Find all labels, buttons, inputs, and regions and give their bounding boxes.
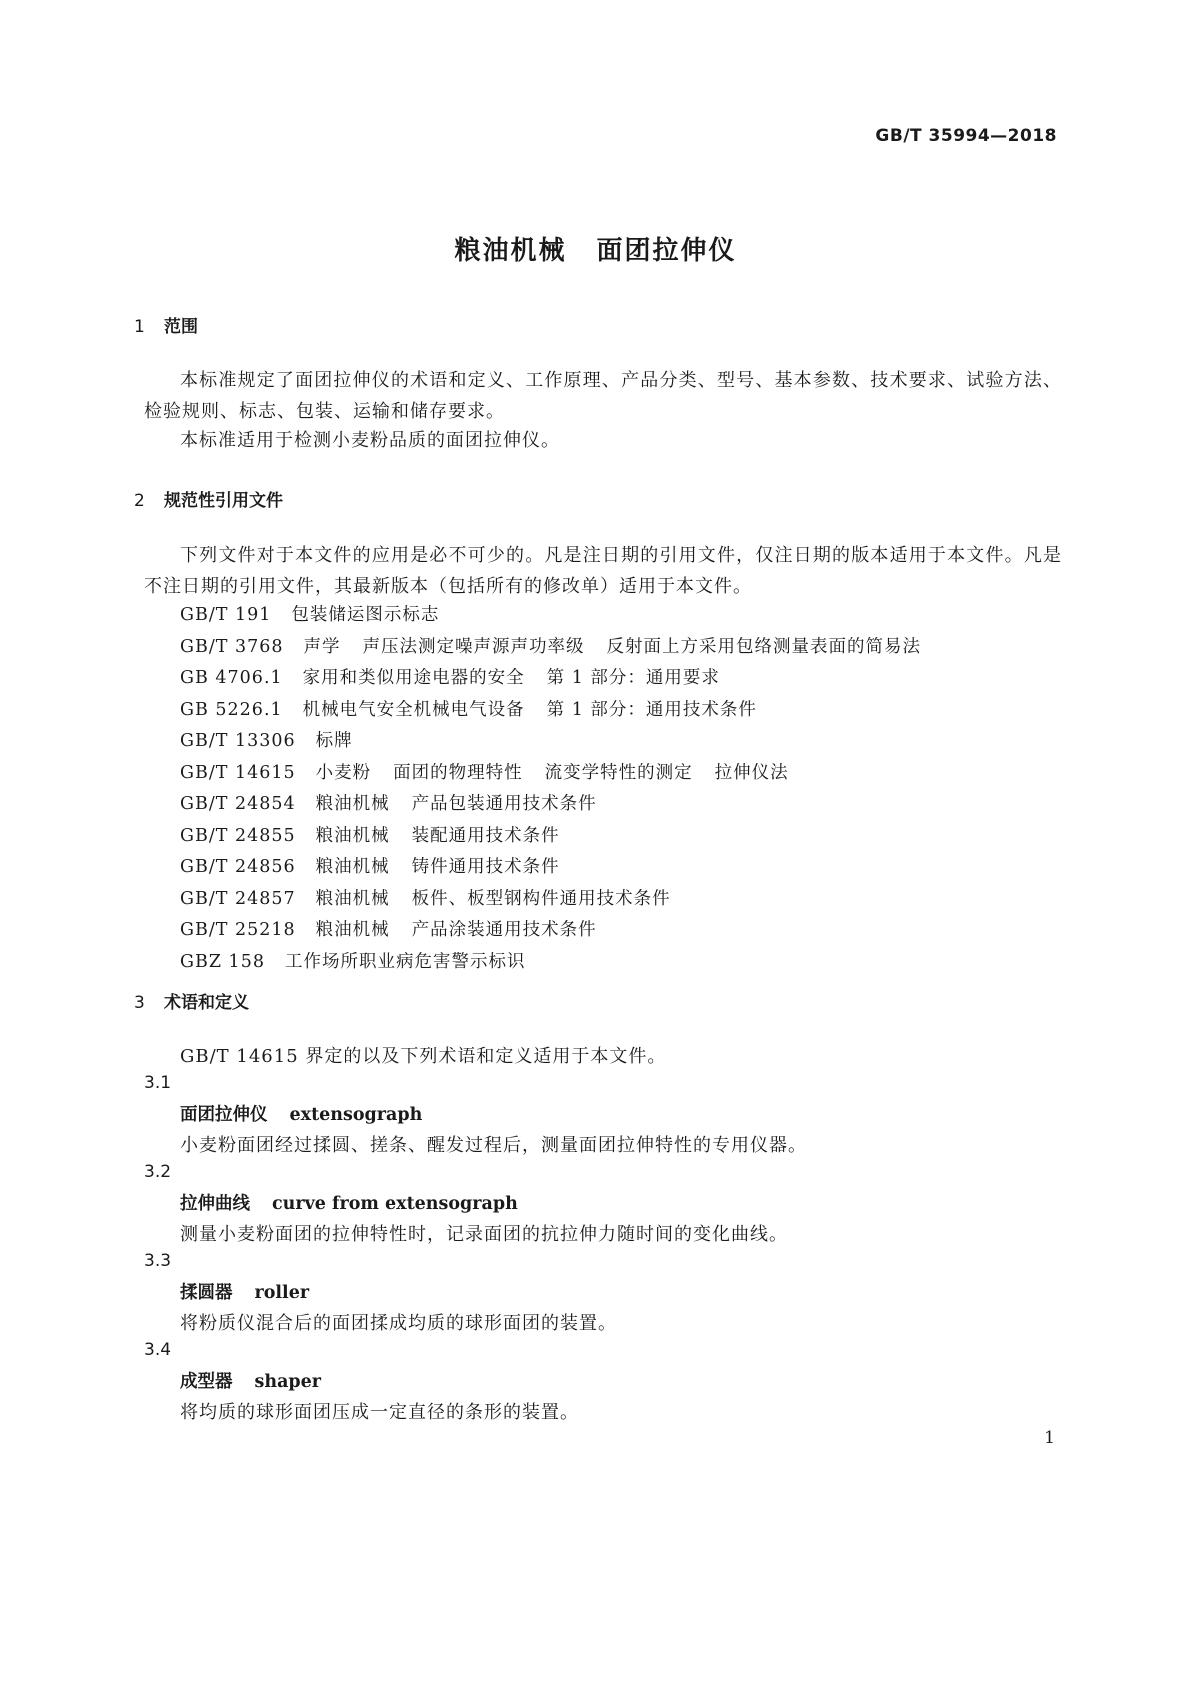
reference-code: GB 4706.1 (180, 668, 283, 688)
reference-title-part: 粮油机械 (315, 888, 390, 909)
reference-title (316, 826, 560, 846)
section-2-intro: 下列文件对于本文件的应用是必不可少的。凡是注日期的引用文件，仅注日期的版本适用于本文件。凡是不注日期的引用文件，其最新版本（包括所有的修改单）适用于本文件。 (144, 545, 1062, 597)
reference-title-part: 流变学特性的测定 (544, 762, 693, 783)
reference-title (316, 889, 671, 909)
term-number: 3.1 (144, 1073, 172, 1093)
section-title: 术语和定义 (164, 993, 249, 1013)
reference-item (180, 600, 921, 632)
reference-item (180, 884, 921, 916)
term-number: 3.2 (144, 1162, 172, 1182)
section-1-paragraph-2: 本标准适用于检测小麦粉品质的面团拉伸仪。 (180, 430, 560, 451)
reference-title-part: 反射面上方采用包络测量表面的简易法 (606, 636, 922, 657)
reference-title-part: 粮油机械 (315, 825, 390, 846)
reference-title-part: 小麦粉 (315, 762, 372, 783)
reference-title (285, 952, 526, 972)
reference-code: GB 5226.1 (180, 699, 283, 720)
reference-title-part: 声学 (303, 636, 341, 657)
term-name-en: extensograph (289, 1105, 423, 1125)
reference-title-part: 粮油机械 (315, 794, 390, 814)
reference-item (180, 663, 921, 695)
reference-item (180, 695, 921, 727)
term-name (180, 1368, 321, 1393)
reference-item (180, 947, 921, 979)
reference-title-part: 粮油机械 (315, 857, 390, 877)
reference-code: GB/T 24856 (180, 857, 296, 877)
section-2-heading (134, 486, 283, 511)
reference-code: GB/T 3768 (180, 636, 284, 657)
section-1-heading (134, 312, 198, 337)
reference-title (316, 731, 353, 751)
term-name (180, 1101, 422, 1126)
reference-title (304, 637, 922, 657)
reference-title-part: 机械电气安全机械电气设备 (302, 699, 525, 720)
reference-code: GB/T 24857 (180, 888, 296, 909)
section-3-heading (134, 988, 249, 1013)
term-definition: 将粉质仪混合后的面团揉成均质的球形面团的装置。 (180, 1313, 617, 1334)
reference-item (180, 632, 921, 664)
document-title (0, 230, 1191, 267)
reference-list (180, 600, 921, 978)
reference-item (180, 758, 921, 790)
reference-title-part: 家用和类似用途电器的安全 (302, 668, 525, 688)
reference-title (316, 763, 789, 783)
section-title: 规范性引用文件 (164, 491, 283, 511)
title-part-1: 粮油机械 (454, 236, 567, 266)
reference-title-part: 第 1 部分：通用技术条件 (546, 699, 757, 720)
term-number: 3.3 (144, 1251, 172, 1271)
reference-title-part: 板件、板型钢构件通用技术条件 (411, 888, 671, 909)
term-name-zh: 面团拉伸仪 (180, 1105, 268, 1125)
page-number: 1 (1044, 1428, 1055, 1448)
reference-title-part: 声压法测定噪声源声功率级 (362, 636, 585, 657)
reference-item (180, 915, 921, 947)
reference-item (180, 852, 921, 884)
reference-title-part: 第 1 部分：通用要求 (546, 668, 720, 688)
reference-code: GB/T 24854 (180, 794, 296, 814)
reference-code: GB/T 25218 (180, 920, 296, 940)
section-title: 范围 (164, 317, 198, 337)
reference-title (303, 668, 720, 688)
standard-code: GB/T 35994—2018 (875, 126, 1057, 146)
reference-title-part: 标牌 (315, 731, 353, 751)
reference-title-part: 铸件通用技术条件 (411, 857, 560, 877)
reference-title-part: 装配通用技术条件 (411, 825, 560, 846)
reference-item (180, 789, 921, 821)
term-definition: 将均质的球形面团压成一定直径的条形的装置。 (180, 1402, 579, 1423)
reference-title (316, 857, 560, 877)
reference-title (316, 794, 597, 814)
section-number: 2 (134, 491, 145, 511)
term-name-zh: 成型器 (180, 1372, 233, 1392)
term-definition: 测量小麦粉面团的拉伸特性时，记录面团的抗拉伸力随时间的变化曲线。 (180, 1224, 788, 1245)
reference-code: GBZ 158 (180, 951, 265, 972)
reference-title-part: 粮油机械 (315, 920, 390, 940)
reference-title (303, 700, 757, 720)
reference-title-part: 工作场所职业病危害警示标识 (284, 951, 526, 972)
reference-title (291, 605, 439, 625)
reference-title-part: 产品包装通用技术条件 (411, 794, 597, 814)
term-name-en: shaper (254, 1372, 322, 1392)
reference-title-part: 包装储运图示标志 (291, 605, 440, 625)
reference-title-part: 拉伸仪法 (714, 762, 789, 783)
section-3-intro: GB/T 14615 界定的以及下列术语和定义适用于本文件。 (180, 1046, 667, 1067)
term-name-zh: 拉伸曲线 (180, 1194, 250, 1214)
reference-code: GB/T 14615 (180, 762, 296, 783)
section-number: 3 (134, 993, 145, 1013)
reference-item (180, 726, 921, 758)
term-name-en: curve from extensograph (272, 1194, 518, 1214)
term-number: 3.4 (144, 1340, 172, 1360)
reference-code: GB/T 13306 (180, 731, 296, 751)
reference-title-part: 产品涂装通用技术条件 (411, 920, 597, 940)
reference-title-part: 面团的物理特性 (393, 762, 523, 783)
section-number: 1 (134, 317, 145, 337)
term-name-en: roller (254, 1283, 310, 1303)
reference-item (180, 821, 921, 853)
title-part-2: 面团拉伸仪 (596, 236, 737, 266)
term-name (180, 1190, 518, 1215)
term-name (180, 1279, 309, 1304)
term-name-zh: 揉圆器 (180, 1283, 233, 1303)
reference-title (316, 920, 597, 940)
reference-code: GB/T 191 (180, 605, 272, 625)
term-definition: 小麦粉面团经过揉圆、搓条、醒发过程后，测量面团拉伸特性的专用仪器。 (180, 1135, 807, 1156)
section-1-paragraph-1: 本标准规定了面团拉伸仪的术语和定义、工作原理、产品分类、型号、基本参数、技术要求、试验方法、检验规则、标志、包装、运输和储存要求。 (144, 370, 1062, 422)
reference-code: GB/T 24855 (180, 825, 296, 846)
